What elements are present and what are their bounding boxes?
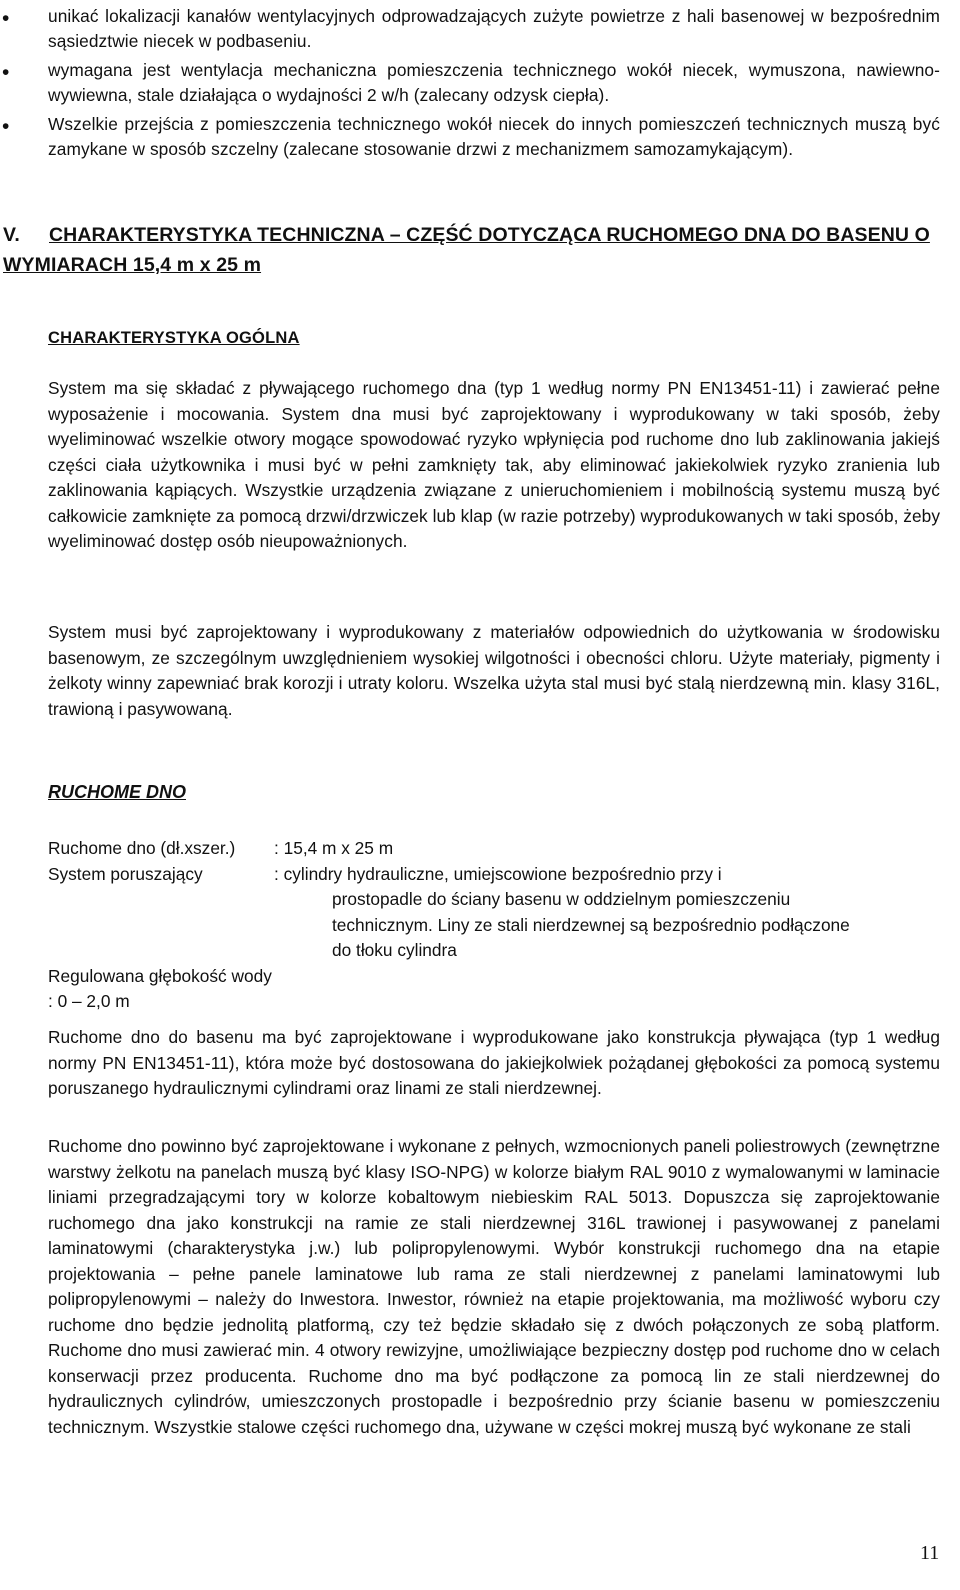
general-paragraph-1: System ma się składać z pływającego ruchomego dna (typ 1 według normy PN EN13451-11) i zawierać pełne wyposażenie i mocowania. System dna musi być zaprojektowany i wyprodukowany w taki sposób, żeby wyeliminować wszelkie otwory mogące spowodować ryzyko wpłynięcia pod ruchome dno lub zaklinowania jakiejś części ciała użytkownika i musi być w pełni zamknięty tak, aby eliminować jakiekolwiek ryzyko zranienia lub zaklinowania kąpiących. Wszystkie urządzenia związane z unieruchomieniem i mobilnością systemu muszą być całkowicie zamknięte za pomocą drzwi/drzwiczek lub klap (w razie potrzeby) wyprodukowanych w taki sposób, żeby wyeliminować dostęp osób nieupoważnionych. <box>48 378 941 551</box>
bullet-text: wymagana jest wentylacja mechaniczna pomieszczenia technicznego wokół niecek, wymuszona, nawiewno-wywiewna, stale działająca o wydajności 2 w/h (zalecany odzysk ciepła). <box>48 60 940 105</box>
spec-value <box>274 862 874 964</box>
bullet-icon: • <box>2 61 10 84</box>
bullet-icon: • <box>2 7 10 30</box>
floor-paragraph-1: Ruchome dno do basenu ma być zaprojektowane i wyprodukowane jako konstrukcja pływająca (typ 1 według normy PN EN13451-11), która może być dostosowana do jakiejkolwiek pożądanej głębokości za pomocą systemu poruszanego hydraulicznymi cylindrami oraz linami ze stali nierdzewnej. <box>48 1027 940 1098</box>
spec-value-line: : cylindry hydrauliczne, umiejscowione bezpośrednio przy i <box>274 863 722 884</box>
bullet-text: Wszelkie przejścia z pomieszczenia technicznego wokół niecek do innych pomieszczeń technicznych muszą być zamykane w sposób szczelny (zalecane stosowanie drzwi z mechanizmem samozamykającym). <box>48 114 940 159</box>
bullet-item <box>2 112 940 162</box>
bullet-text: unikać lokalizacji kanałów wentylacyjnych odprowadzających zużyte powietrze z hali basenowej w bezpośrednim sąsiedztwie niecek w podbaseniu. <box>48 6 940 51</box>
movable-floor-heading: RUCHOME DNO <box>48 782 186 802</box>
spec-label: Ruchome dno (dł.xszer.) <box>48 838 236 858</box>
spec-value: : 0 – 2,0 m <box>48 991 130 1011</box>
spec-row-drive-system <box>48 862 940 964</box>
bullet-icon: • <box>2 115 10 138</box>
section-number: V. <box>3 224 20 246</box>
floor-paragraph-2: Ruchome dno powinno być zaprojektowane i wykonane z pełnych, wzmocnionych paneli poliestrowych (zewnętrzne warstwy żelkotu na panelach muszą być klasy ISO-NPG) w kolorze białym RAL 9010 z wymalowanymi w laminacie liniami przegradzającymi tory w kolorze kobaltowym niebieskim RAL 5013. Dopuszcza się zaprojektowanie ruchomego dna jako konstrukcji na ramie ze stali nierdzewnej 316L trawionej i pasywowanej z panelami laminatowymi (charakterystyka j.w.) lub polipropylenowymi. Wybór konstrukcji ruchomego dna na etapie projektowania – pełne panele laminatowe lub rama ze stali nierdzewnej z panelami laminatowymi lub polipropylenowymi – należy do Inwestora. Inwestor, również na etapie projektowania, ma możliwość wyboru czy ruchome dno będzie jednolitą platformą, czy też będzie składało się z dwóch połączonych ze sobą platform. Ruchome dno musi zawierać min. 4 otwory rewizyjne, umożliwiające bezpieczny dostęp pod ruchome dno w celach konserwacji przez producenta. Ruchome dno ma być podłączone za pomocą lin ze stali nierdzewnej do hydraulicznych cylindrów, umieszczonych prostopadle i bezpośrednio przy ścianie basenu w pomieszczeniu technicznym. Wszystkie stalowe części ruchomego dna, używane w części mokrej muszą być wykonane ze stali <box>48 1136 940 1437</box>
bullet-item <box>2 58 940 108</box>
section-heading <box>3 220 943 280</box>
page-number: 11 <box>920 1542 940 1564</box>
spec-row-size <box>48 836 940 862</box>
general-characteristics-heading: CHARAKTERYSTYKA OGÓLNA <box>48 329 300 347</box>
spec-value-line: technicznym. Liny ze stali nierdzewnej są bezpośrednio podłączone <box>332 914 850 935</box>
spec-list <box>48 836 940 1015</box>
spec-label: Regulowana głębokość wody <box>48 965 272 986</box>
spec-value-line: do tłoku cylindra <box>332 940 457 960</box>
spec-row-depth <box>48 964 940 1015</box>
spec-value-line: prostopadle do ściany basenu w oddzielnym pomieszczeniu <box>332 889 791 909</box>
bullet-list <box>2 4 940 166</box>
spec-value: : 15,4 m x 25 m <box>274 838 394 858</box>
section-title: CHARAKTERYSTYKA TECHNICZNA – CZĘŚĆ DOTYCZĄCA RUCHOMEGO DNA DO BASENU O WYMIARACH 15,4 m x 25 m <box>3 224 930 276</box>
spec-label: System poruszający <box>48 863 203 884</box>
general-paragraph-2: System musi być zaprojektowany i wyprodukowany z materiałów odpowiednich do użytkowania w środowisku basenowym, ze szczególnym uwzględnieniem wysokiej wilgotności i obecności chloru. Użyte materiały, pigmenty i żelkoty winny zapewniać brak korozji i utraty koloru. Wszelka użyta stal musi być stalą nierdzewną min. klasy 316L, trawioną i pasywowaną. <box>48 622 940 719</box>
bullet-item <box>2 4 940 54</box>
